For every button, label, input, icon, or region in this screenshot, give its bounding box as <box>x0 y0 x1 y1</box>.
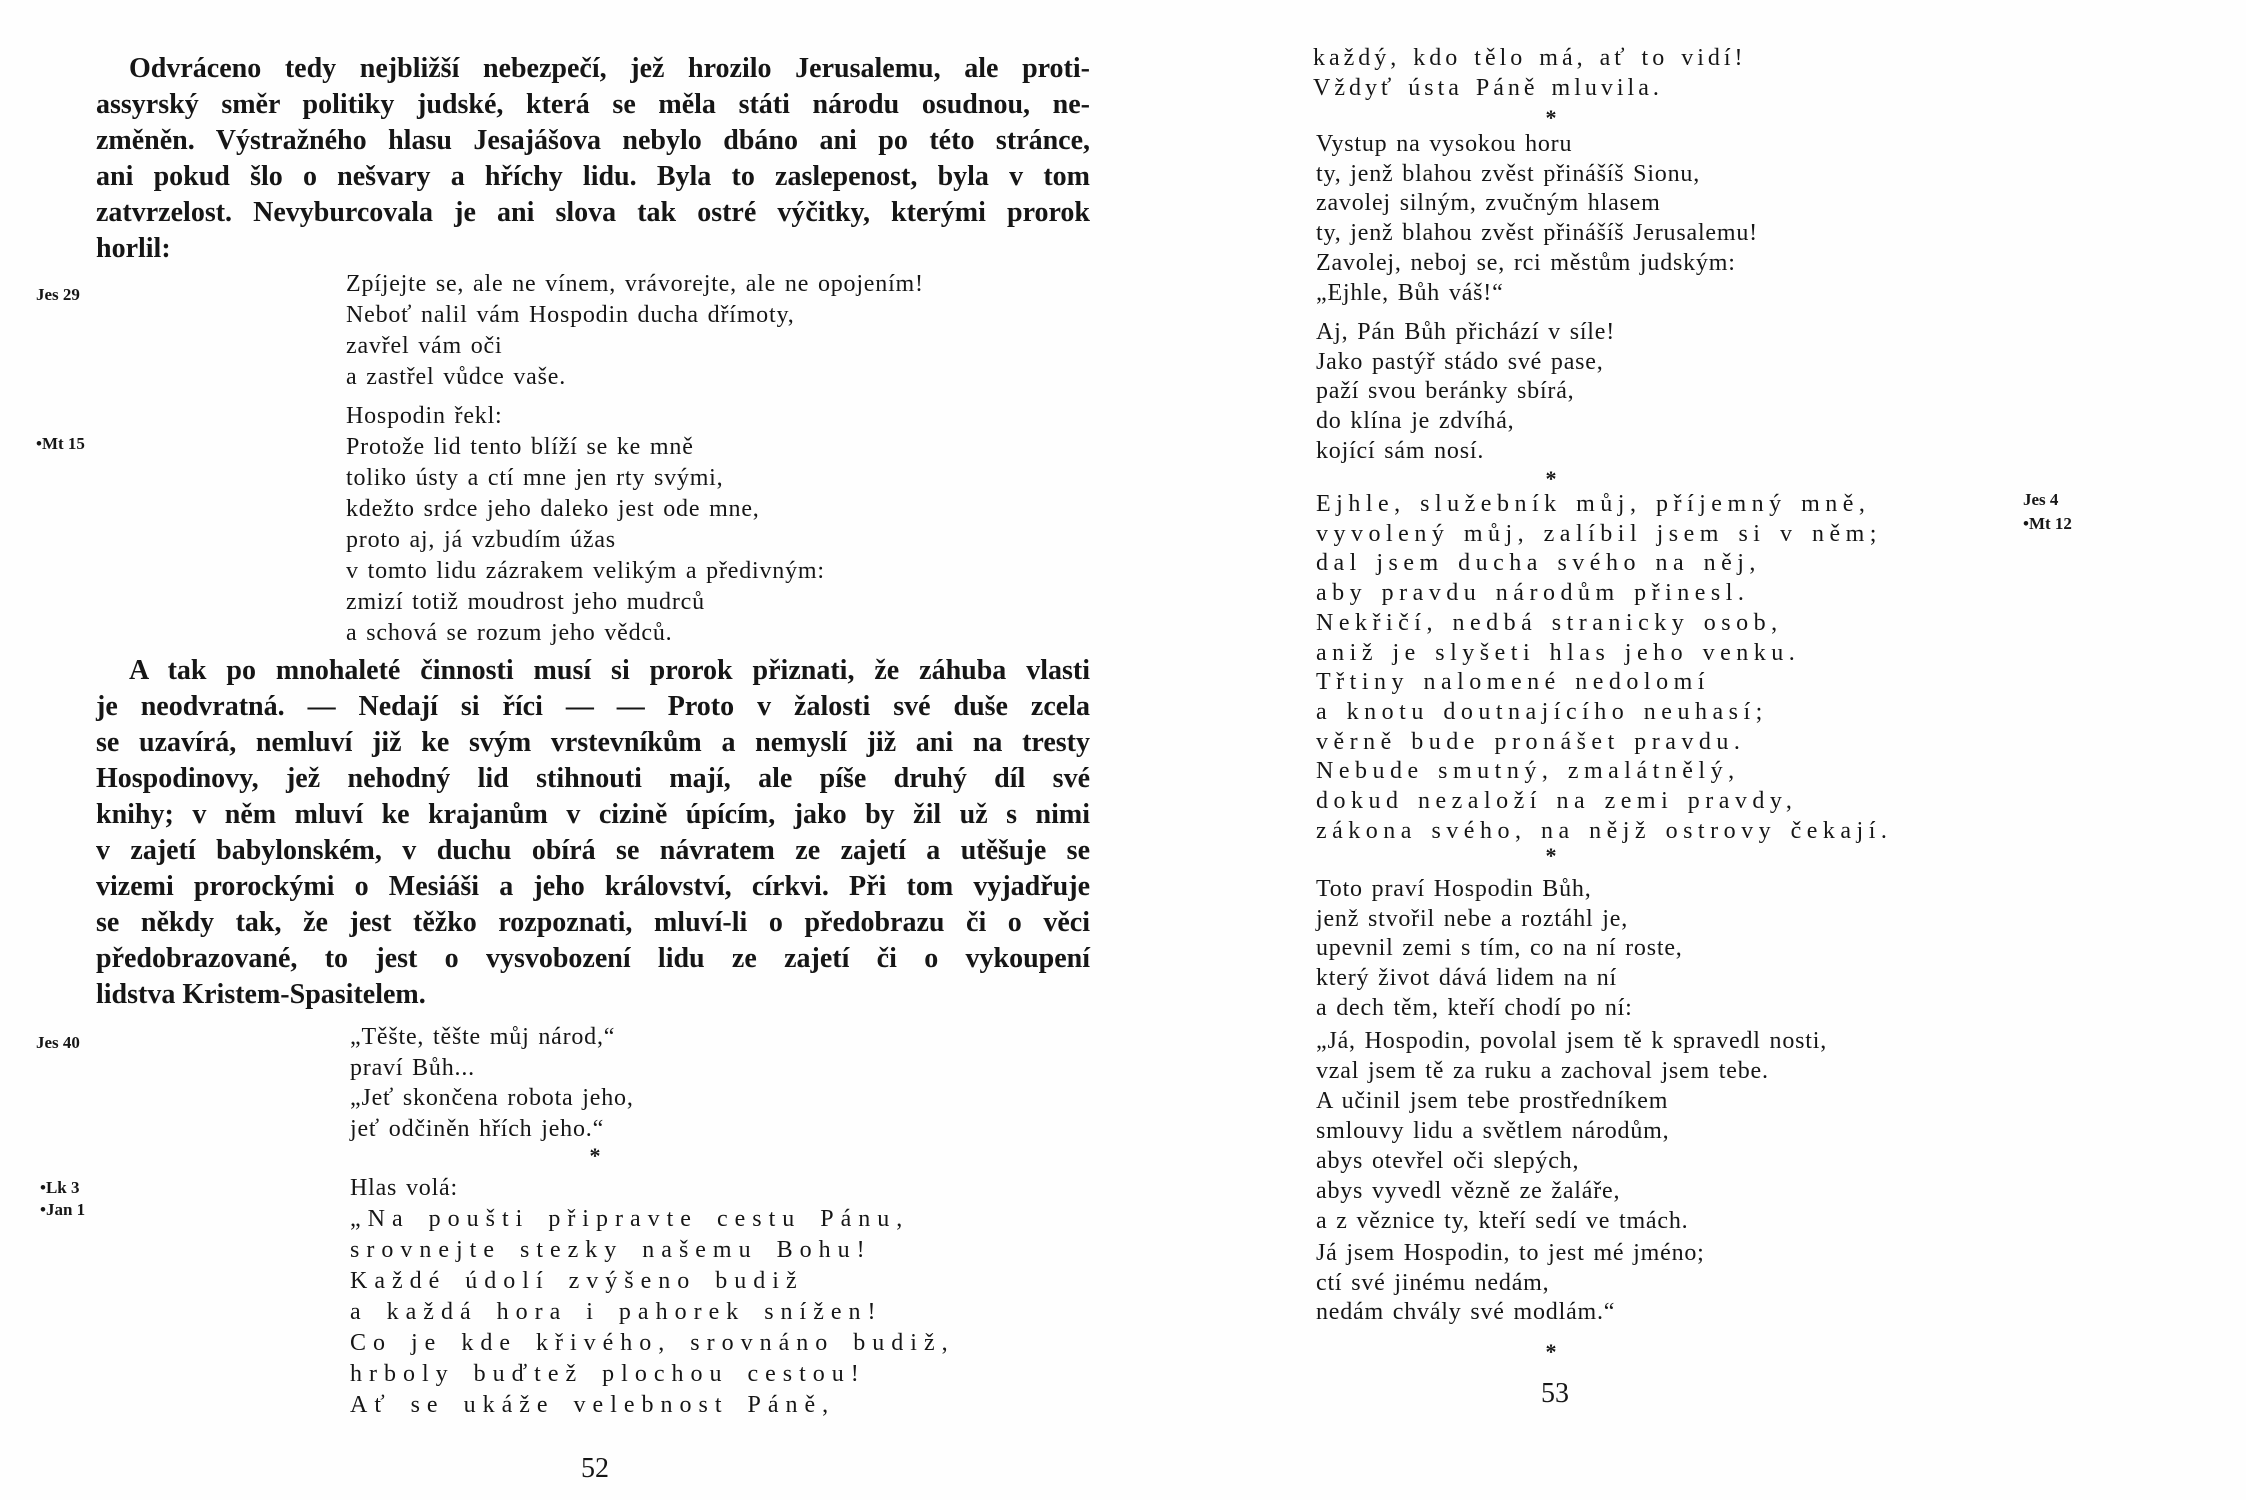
verse-intro-line: Hlas volá: <box>350 1175 458 1201</box>
verse-line: Vystup na vysokou horu <box>1316 131 1573 157</box>
verse-line: v tomto lidu zázrakem velikým a předivným: <box>346 558 825 584</box>
verse-block <box>350 1173 955 1421</box>
letterspaced-verse-line: Vždyť ústa Páně mluvila. <box>1313 75 1663 101</box>
page-number: 52 <box>581 1453 609 1484</box>
verse-line: ctí své jinému nedám, <box>1316 1269 1550 1296</box>
verse-block <box>1316 130 1758 308</box>
paragraph-line: Odvráceno tedy nejbližší nebezpečí, jež hrozilo Jerusalemu, ale proti- <box>129 53 1090 84</box>
paragraph-line: horlil: <box>96 233 171 264</box>
verse-line: toliko ústy a ctí mne jen rty svými, <box>346 465 724 491</box>
margin-reference: •Jan 1 <box>40 1200 86 1219</box>
paragraph-line: změněn. Výstražného hlasu Jesajášova nebylo dbáno ani po této stránce, <box>96 125 1090 156</box>
verse-line: abys vyvedl vězně ze žaláře, <box>1316 1178 1621 1204</box>
letterspaced-verse-line: Třtiny nalomené nedolomí <box>1316 669 1710 696</box>
verse-line: zavřel vám oči <box>346 333 503 359</box>
verse-line: a zastřel vůdce vaše. <box>346 364 567 390</box>
verse-line: a z věznice ty, kteří sedí ve tmách. <box>1316 1208 1689 1234</box>
paragraph-line: zatvrzelost. Nevyburcovala je ani slova tak ostré výčitky, kterými prorok <box>96 197 1090 228</box>
verse-line: kdežto srdce jeho daleko jest ode mne, <box>346 496 760 522</box>
body-paragraph <box>96 653 1090 1013</box>
paragraph-line: assyrský směr politiky judské, která se měla státi národu osudnou, ne- <box>96 89 1090 120</box>
verse-line: Protože lid tento blíží se ke mně <box>346 434 694 460</box>
verse-line: zavolej silným, zvučným hlasem <box>1316 190 1661 217</box>
verse-line: Jako pastýř stádo své pase, <box>1316 348 1604 375</box>
letterspaced-verse-line: dokud nezaloží na zemi pravdy, <box>1316 788 1798 815</box>
letterspaced-verse-line: aby pravdu národům přinesl. <box>1316 580 1750 607</box>
verse-separator: * <box>1545 466 1557 491</box>
verse-line: který život dává lidem na ní <box>1316 965 1617 992</box>
letterspaced-verse-line: a knotu doutnajícího neuhasí; <box>1316 698 1768 725</box>
verse-line: upevnil zemi s tím, co na ní roste, <box>1316 935 1683 962</box>
page-number: 53 <box>1541 1378 1569 1409</box>
verse-line: abys otevřel oči slepých, <box>1316 1148 1580 1174</box>
verse-line: ty, jenž blahou zvěst přinášíš Sionu, <box>1316 160 1700 187</box>
letterspaced-verse-line: Ejhle, služebník můj, příjemný mně, <box>1316 491 1871 517</box>
verse-line: Zpíjejte se, ale ne vínem, vrávorejte, ale ne opojením! <box>346 271 924 297</box>
verse-line: a dech těm, kteří chodí po ní: <box>1316 994 1633 1021</box>
paragraph-line: ani pokud šlo o nešvary a hříchy lidu. Byla to zaslepenost, byla v tom <box>96 161 1090 192</box>
letterspaced-verse-line: a každá hora i pahorek snížen! <box>350 1299 883 1325</box>
paragraph-line: A tak po mnohaleté činnosti musí si prorok přiznati, že záhuba vlasti <box>129 655 1090 686</box>
letterspaced-verse-line: Každé údolí zvýšeno budiž <box>350 1268 804 1294</box>
verse-line: do klína je zdvíhá, <box>1316 408 1515 435</box>
verse-line: Zavolej, neboj se, rci městům judským: <box>1316 249 1736 276</box>
verse-line: „Já, Hospodin, povolal jsem tě k spravedl nosti, <box>1316 1028 1828 1054</box>
paragraph-line: vizemi prorockými o Mesiáši a jeho království, církvi. Při tom vyjadřuje <box>96 871 1090 902</box>
letterspaced-verse-line: srovnejte stezky našemu Bohu! <box>350 1237 872 1263</box>
letterspaced-verse-line: každý, kdo tělo má, ať to vidí! <box>1313 45 1747 71</box>
verse-line: ty, jenž blahou zvěst přinášíš Jerusalemu! <box>1316 220 1758 247</box>
letterspaced-verse-line: Ať se ukáže velebnost Páně, <box>350 1392 836 1418</box>
verse-block <box>1316 1239 1705 1328</box>
right-page <box>1123 0 2246 1500</box>
paragraph-line: lidstva Kristem-Spasitelem. <box>96 979 426 1010</box>
verse-line: Já jsem Hospodin, to jest mé jméno; <box>1316 1240 1705 1266</box>
verse-block <box>346 401 825 649</box>
letterspaced-verse-line: Co je kde křivého, srovnáno budiž, <box>350 1330 955 1356</box>
paragraph-line: knihy; v něm mluví ke krajanům v cizině úpícím, jako by žil už s nimi <box>96 799 1090 830</box>
paragraph-line: je neodvratná. — Nedají si říci — — Proto v žalosti své duše zcela <box>96 691 1090 722</box>
verse-line: Toto praví Hospodin Bůh, <box>1316 876 1592 902</box>
paragraph-line: se uzavírá, nemluví již ke svým vrstevníkům a nemyslí již ani na tresty <box>96 727 1090 758</box>
body-paragraph <box>96 51 1090 267</box>
letterspaced-verse-line: hrboly buďtež plochou cestou! <box>350 1361 866 1387</box>
margin-reference: •Lk 3 <box>40 1178 80 1197</box>
letterspaced-verse-line: Nekřičí, nedbá stranicky osob, <box>1316 609 1783 636</box>
verse-line: jenž stvořil nebe a roztáhl je, <box>1316 905 1629 932</box>
verse-separator: * <box>1545 843 1557 868</box>
verse-line: praví Bůh... <box>350 1054 475 1081</box>
verse-line: smlouvy lidu a světlem národům, <box>1316 1118 1670 1144</box>
verse-line: kojící sám nosí. <box>1316 437 1485 464</box>
paragraph-line: předobrazované, to jest o vysvobození lidu ze zajetí či o vykoupení <box>96 943 1090 974</box>
letterspaced-verse-line: zákona svého, na nějž ostrovy čekají. <box>1316 817 1893 844</box>
verse-line: vzal jsem tě za ruku a zachoval jsem tebe. <box>1316 1058 1769 1084</box>
letterspaced-verse-line: věrně bude pronášet pravdu. <box>1316 728 1746 755</box>
verse-line: jeť odčiněn hřích jeho.“ <box>350 1115 605 1142</box>
verse-separator: * <box>1545 105 1557 130</box>
verse-block <box>1316 1026 1827 1236</box>
margin-reference: •Mt 12 <box>2023 514 2072 533</box>
verse-line: „Ejhle, Bůh váš!“ <box>1316 279 1504 306</box>
paragraph-line: Hospodinovy, jež nehodný lid stihnouti mají, ale píše druhý díl své <box>96 763 1090 794</box>
verse-block <box>346 269 924 393</box>
letterspaced-verse-line: dal jsem ducha svého na něj, <box>1316 550 1761 577</box>
paragraph-line: v zajetí babylonském, v duchu obírá se návratem ze zajetí a utěšuje se <box>96 835 1090 866</box>
verse-block <box>1316 490 1892 846</box>
letterspaced-verse-line: Nebude smutný, zmalátnělý, <box>1316 758 1740 785</box>
verse-line: paží svou beránky sbírá, <box>1316 378 1575 405</box>
verse-separator: * <box>1545 1339 1557 1364</box>
verse-block <box>1316 318 1615 467</box>
verse-intro-line: Hospodin řekl: <box>346 403 503 429</box>
verse-line: nedám chvály své modlám.“ <box>1316 1299 1616 1326</box>
verse-line: A učinil jsem tebe prostředníkem <box>1316 1088 1669 1114</box>
letterspaced-verse-line: „Na poušti připravte cestu Pánu, <box>350 1206 910 1232</box>
verse-line: a schová se rozum jeho vědců. <box>346 620 673 646</box>
verse-line: „Těšte, těšte můj národ,“ <box>350 1024 616 1050</box>
verse-line: Neboť nalil vám Hospodin ducha dřímoty, <box>346 302 795 328</box>
verse-separator: * <box>589 1143 601 1168</box>
verse-block <box>350 1022 634 1144</box>
margin-reference: Jes 40 <box>36 1033 80 1052</box>
margin-reference: Jes 4 <box>2023 490 2059 509</box>
verse-line: Aj, Pán Bůh přichází v síle! <box>1316 319 1616 345</box>
letterspaced-verse-line: aniž je slyšeti hlas jeho venku. <box>1316 639 1801 666</box>
verse-block <box>1313 43 1747 103</box>
paragraph-line: se někdy tak, že jest těžko rozpoznati, mluví-li o předobrazu či o věci <box>96 907 1090 938</box>
letterspaced-verse-line: vyvolený můj, zalíbil jsem si v něm; <box>1316 520 1882 547</box>
margin-reference: Jes 29 <box>36 285 80 304</box>
margin-reference: •Mt 15 <box>36 434 85 453</box>
verse-block <box>1316 875 1683 1024</box>
verse-line: „Jeť skončena robota jeho, <box>350 1085 634 1111</box>
verse-line: zmizí totiž moudrost jeho mudrců <box>346 589 705 615</box>
verse-line: proto aj, já vzbudím úžas <box>346 527 616 553</box>
